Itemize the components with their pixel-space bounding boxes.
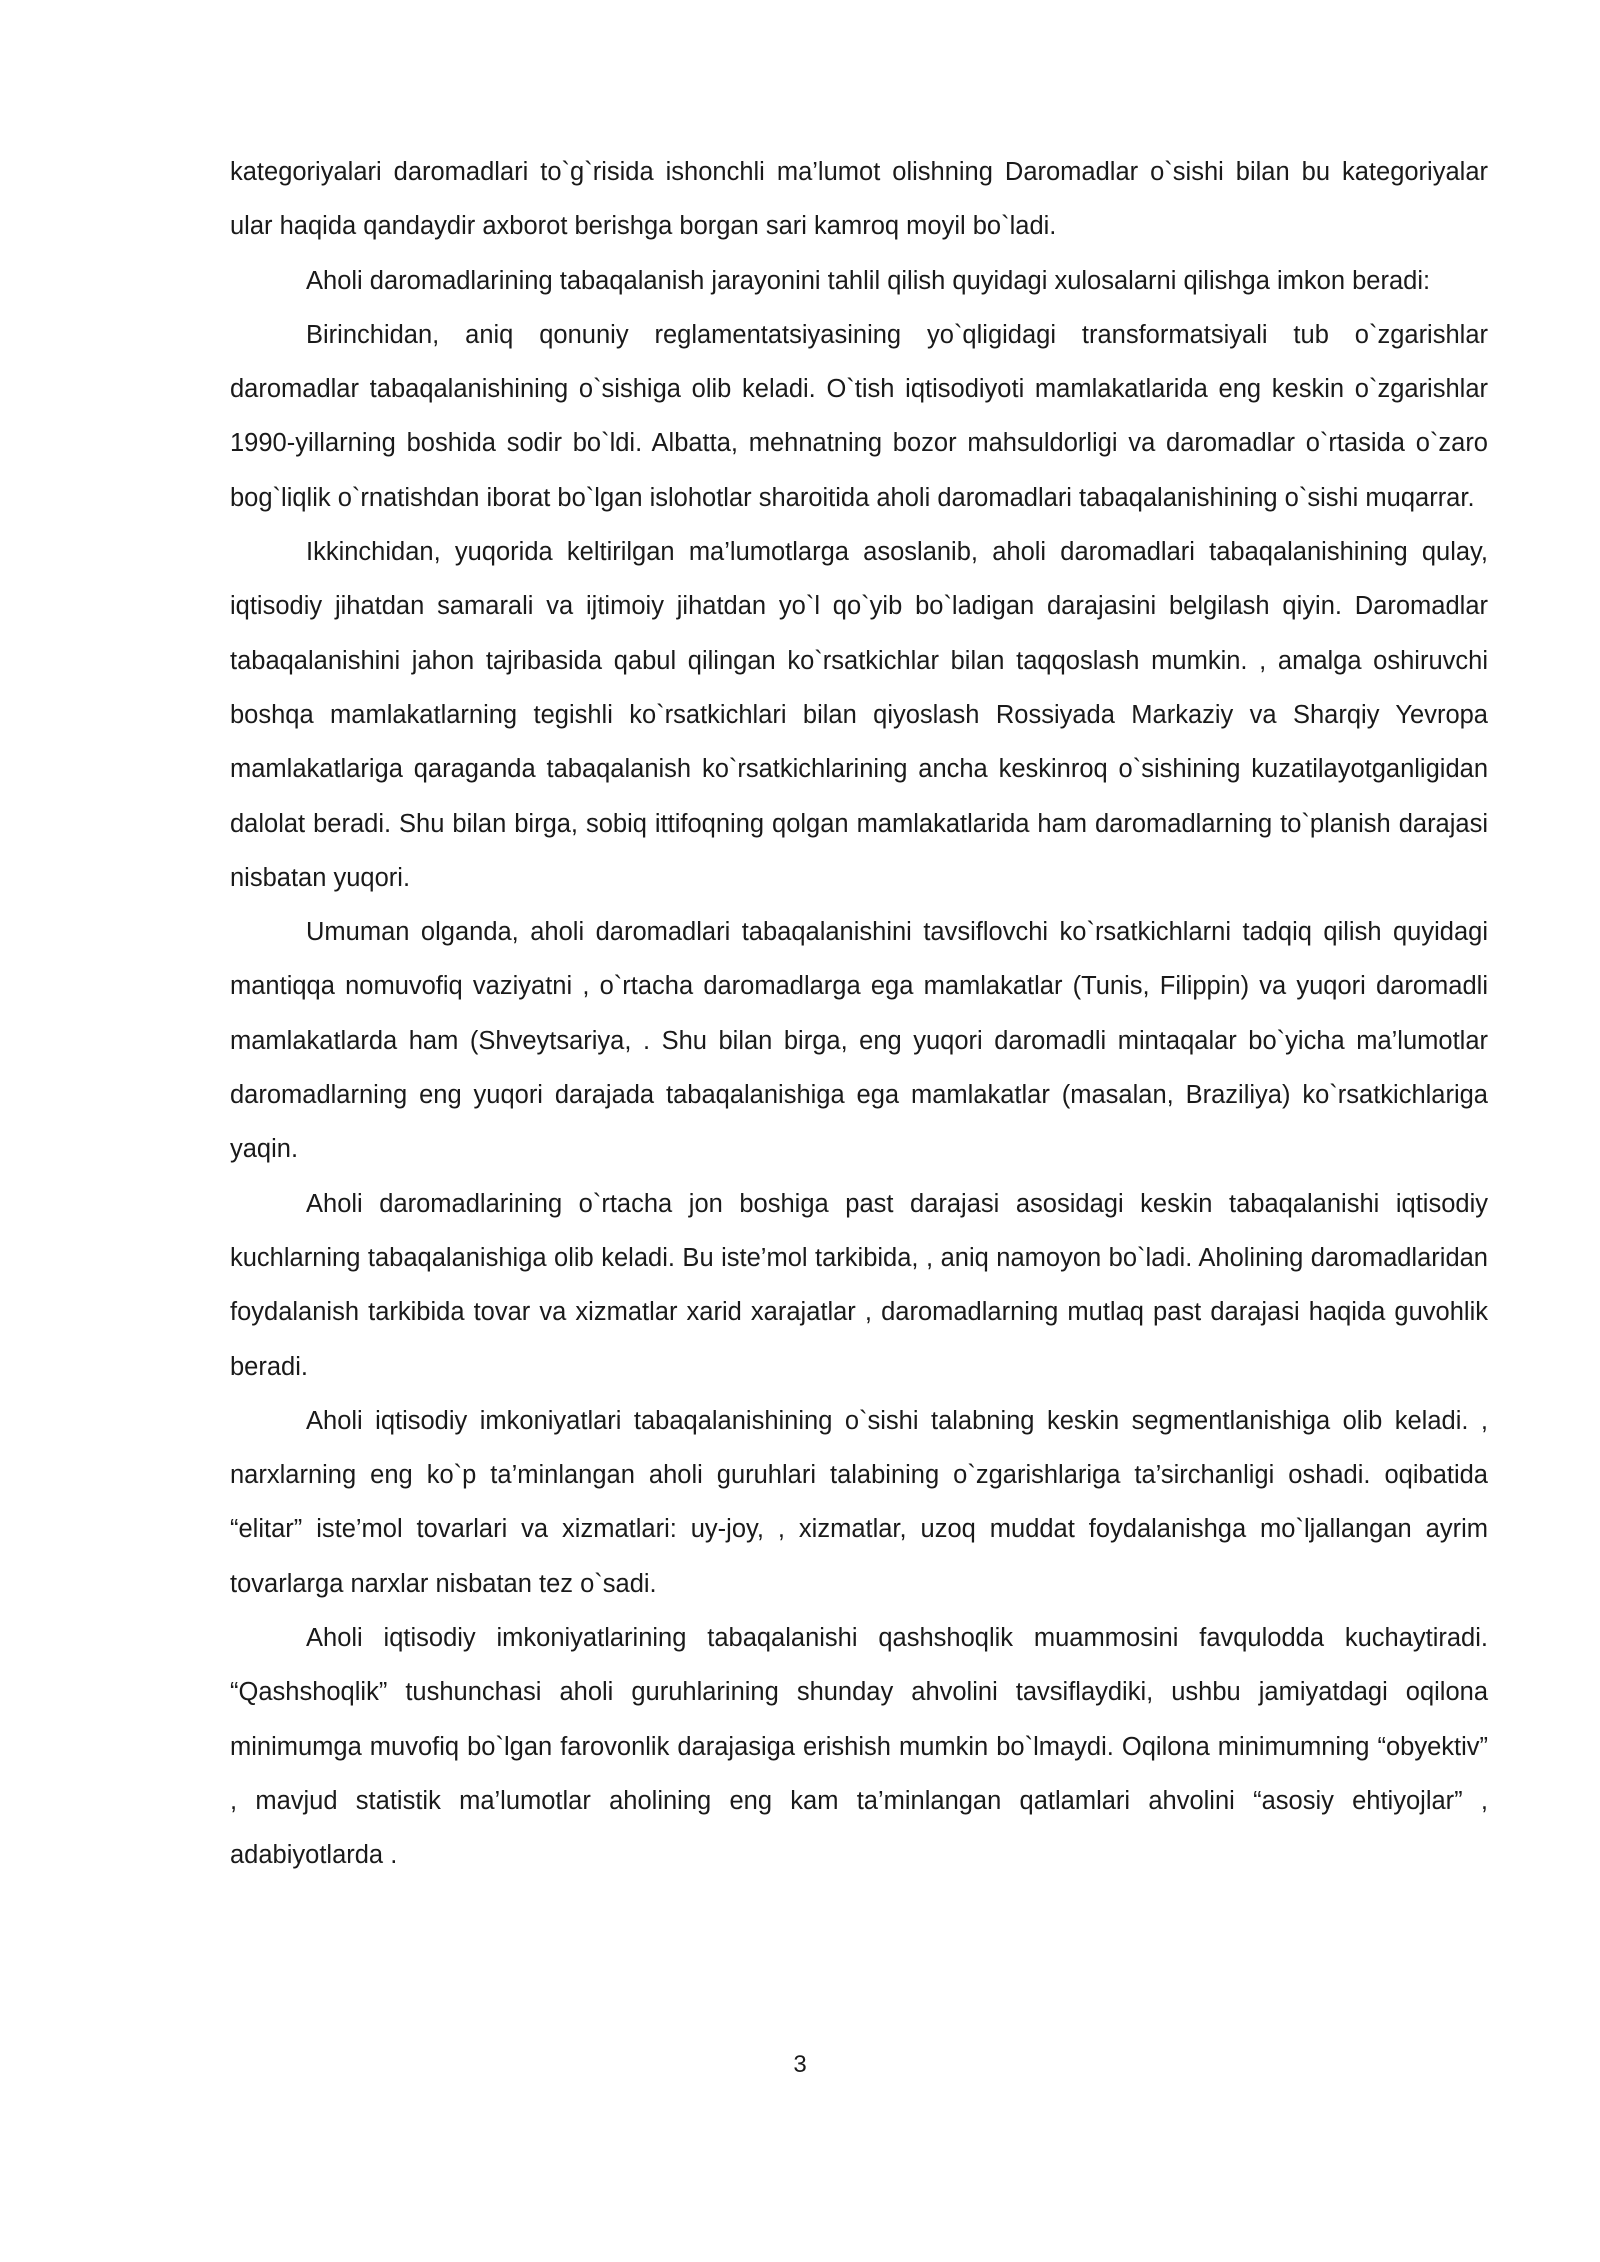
paragraph-1: kategoriyalari daromadlari to`g`risida ishonchli ma’lumot olishning Daromadlar o`sishi bilan bu kategoriyalar ular haqida qandaydir axborot berishga borgan sari kamroq moyil bo`ladi. [230,158,1488,241]
paragraph-4: Ikkinchidan, yuqorida keltirilgan ma’lumotlarga asoslanib, aholi daromadlari tabaqalanishining qulay, iqtisodiy jihatdan samarali va ijtimoiy jihatdan yo`l qo`yib bo`ladigan darajasini belgilash qiyin. Daromadlar tabaqalanishini jahon tajribasida qabul qilingan ko`rsatkichlar bilan taqqoslash mumkin. , amalga oshiruvchi boshqa mamlakatlarning tegishli ko`rsatkichlari bilan qiyoslash Rossiyada Markaziy va Sharqiy Yevropa mamlakatlariga qaraganda tabaqalanish ko`rsatkichlarining ancha keskinroq o`sishining kuzatilayotganligidan dalolat beradi. Shu bilan birga, sobiq ittifoqning qolgan mamlakatlarida ham daromadlarning to`planish darajasi nisbatan yuqori. [230,538,1488,892]
paragraph-8: Aholi iqtisodiy imkoniyatlarining tabaqalanishi qashshoqlik muammosini favqulodda kuchaytiradi. “Qashshoqlik” tushunchasi aholi guruhlarining shunday ahvolini tavsiflaydiki, ushbu jamiyatdagi oqilona minimumga muvofiq bo`lgan farovonlik darajasiga erishish mumkin bo`lmaydi. Oqilona minimumning “obyektiv” , mavjud statistik ma’lumotlar aholining eng kam ta’minlangan qatlamlari ahvolini “asosiy ehtiyojlar” , adabiyotlarda . [230,1624,1488,1870]
document-body [230,145,1488,1883]
paragraph-7: Aholi iqtisodiy imkoniyatlari tabaqalanishining o`sishi talabning keskin segmentlanishiga olib keladi. , narxlarning eng ko`p ta’minlangan aholi guruhlari talabining o`zgarishlariga ta’sirchanligi oshadi. oqibatida “elitar” iste’mol tovarlari va xizmatlari: uy-joy, , xizmatlar, uzoq muddat foydalanishga mo`ljallangan ayrim tovarlarga narxlar nisbatan tez o`sadi. [230,1406,1488,1598]
paragraph-5: Umuman olganda, aholi daromadlari tabaqalanishini tavsiflovchi ko`rsatkichlarni tadqiq qilish quyidagi mantiqqa nomuvofiq vaziyatni , o`rtacha daromadlarga ega mamlakatlar (Tunis, Filippin) va yuqori daromadli mamlakatlarda ham (Shveytsariya, . Shu bilan birga, eng yuqori daromadli mintaqalar bo`yicha ma’lumotlar daromadlarning eng yuqori darajada tabaqalanishiga ega mamlakatlar (masalan, Braziliya) ko`rsatkichlariga yaqin. [230,918,1488,1164]
paragraph-6: Aholi daromadlarining o`rtacha jon boshiga past darajasi asosidagi keskin tabaqalanishi iqtisodiy kuchlarning tabaqalanishiga olib keladi. Bu iste’mol tarkibida, , aniq namoyon bo`ladi. Aholining daromadlaridan foydalanish tarkibida tovar va xizmatlar xarid xarajatlar , daromadlarning mutlaq past darajasi haqida guvohlik beradi. [230,1189,1488,1381]
paragraph-3: Birinchidan, aniq qonuniy reglamentatsiyasining yo`qligidagi transformatsiyali tub o`zgarishlar daromadlar tabaqalanishining o`sishiga olib keladi. O`tish iqtisodiyoti mamlakatlarida eng keskin o`zgarishlar 1990-yillarning boshida sodir bo`ldi. Albatta, mehnatning bozor mahsuldorligi va daromadlar o`rtasida o`zaro bog`liqlik o`rnatishdan iborat bo`lgan islohotlar sharoitida aholi daromadlari tabaqalanishining o`sishi muqarrar. [230,320,1488,512]
page-number: 3 [793,2051,807,2078]
paragraph-2: Aholi daromadlarining tabaqalanish jarayonini tahlil qilish quyidagi xulosalarni qilishga imkon beradi: [306,266,1431,295]
